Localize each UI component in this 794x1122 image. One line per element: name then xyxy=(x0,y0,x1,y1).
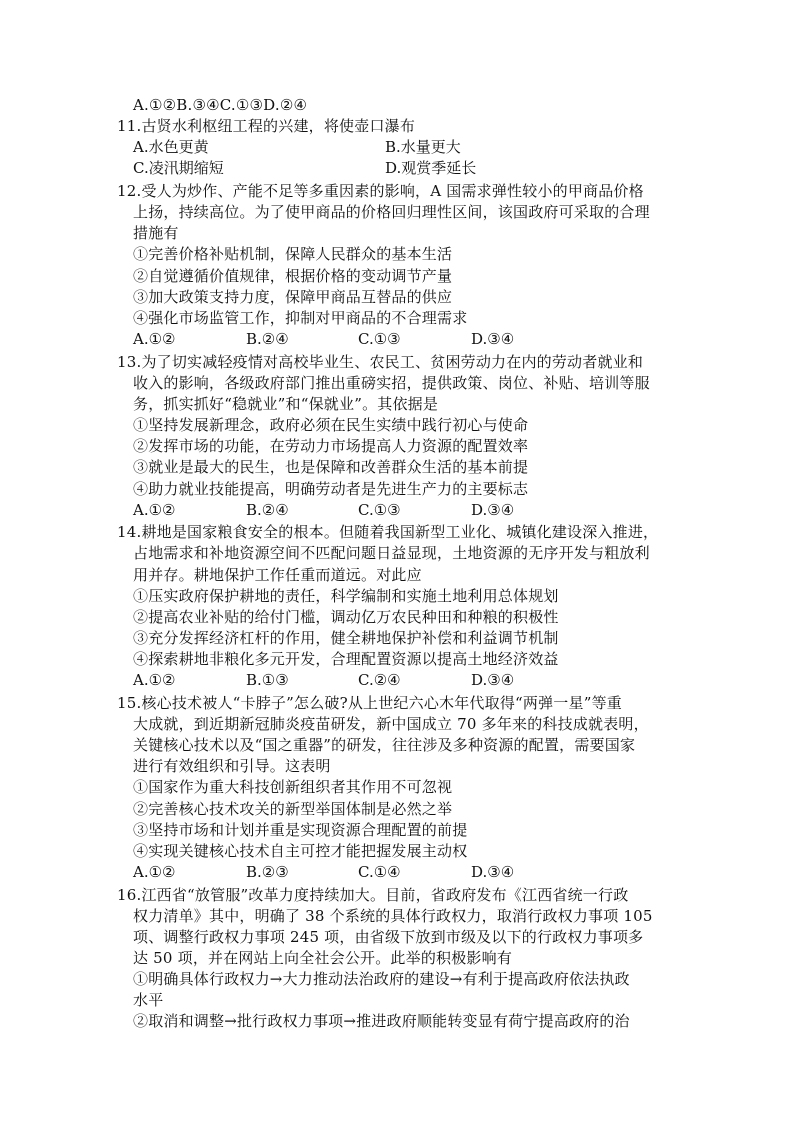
question-stem-line: 措施有 xyxy=(133,224,179,243)
answer-option: C.①③ xyxy=(358,330,401,349)
answer-option: B.水量更大 xyxy=(385,138,461,157)
statement-item: ①国家作为重大科技创新组织者其作用不可忽视 xyxy=(133,778,453,797)
question-stem: 14.耕地是国家粮食安全的根本。但随着我国新型工业化、城镇化建设深入推进， xyxy=(117,523,659,542)
statement-item: ②取消和调整→批行政权力事项→推进政府顺能转变显有荷宁提高政府的治 xyxy=(133,1012,630,1031)
answer-option: D.观赏季延长 xyxy=(385,159,477,178)
statement-item: ④探索耕地非粮化多元开发，合理配置资源以提高土地经济效益 xyxy=(133,650,559,669)
question-stem: 16.江西省“放管服”改革力度持续加大。目前，省政府发布《江西省统一行政 xyxy=(117,885,629,904)
answer-option: D.③④ xyxy=(471,863,515,881)
statement-item: ③加大政策支持力度，保障甲商品互替品的供应 xyxy=(133,287,453,306)
question-stem: 13.为了切实减轻疫情对高校毕业生、农民工、贫困劳动力在内的劳动者就业和 xyxy=(117,352,644,371)
question-stem-line: 占地需求和补地资源空间不匹配问题日益显现，土地资源的无序开发与粗放利 xyxy=(133,544,650,563)
question-stem-line: 大成就，到近期新冠肺炎疫苗研发，新中国成立 70 多年来的科技成就表明， xyxy=(133,714,649,733)
statement-item: ①完善价格补贴机制，保障人民群众的基本生活 xyxy=(133,245,453,264)
answer-option: B.②④ xyxy=(246,330,289,349)
answer-option: D.③④ xyxy=(471,671,515,690)
statement-item: ③坚持市场和计划并重是实现资源合理配置的前提 xyxy=(133,820,468,839)
answer-option: C.①④ xyxy=(358,863,401,881)
statement-item: ③充分发挥经济杠杆的作用，健全耕地保护补偿和利益调节机制 xyxy=(133,628,559,647)
answer-option: C.①③ xyxy=(358,500,401,519)
answer-option: C.凌汛期缩短 xyxy=(133,159,224,178)
answer-option: D.③④ xyxy=(471,330,515,349)
answer-option: B.②③ xyxy=(246,863,289,881)
answer-option: A.①② xyxy=(133,863,176,881)
question-stem-line: 关键核心技术以及“国之重器”的研发，往往涉及多种资源的配置，需要国家 xyxy=(133,736,636,755)
statement-item: ③就业是最大的民生，也是保障和改善群众生活的基本前提 xyxy=(133,458,529,477)
statement-item: ②发挥市场的功能，在劳动力市场提高人力资源的配置效率 xyxy=(133,437,529,456)
statement-item: ①压实政府保护耕地的责任，科学编制和实施土地利用总体规划 xyxy=(133,586,559,605)
question-stem-line: 用并存。耕地保护工作任重而道远。对此应 xyxy=(133,565,422,584)
question-stem-line: 务，抓实抓好“稳就业”和“保就业”。其依据是 xyxy=(133,394,439,413)
statement-item: ④实现关键核心技术自主可控才能把握发展主动权 xyxy=(133,841,468,860)
statement-item: ①坚持发展新理念，政府必须在民生实绩中践行初心与使命 xyxy=(133,416,529,435)
answer-option: D.③④ xyxy=(471,500,515,519)
question-stem-line: 权力清单》其中，明确了 38 个系统的具体行政权力，取消行政权力事项 105 xyxy=(133,906,653,925)
answer-option: A.①② xyxy=(133,671,176,690)
answer-option: B.②④ xyxy=(246,500,289,519)
question-stem-line: 上扬，持续高位。为了使甲商品的价格回归理性区间，该国政府可采取的合理 xyxy=(133,203,650,222)
question-stem: 12.受人为炒作、产能不足等多重因素的影响，A 国需求弹性较小的甲商品价格 xyxy=(117,182,644,200)
statement-item: ①明确具体行政权力→大力推动法治政府的建设→有利于提高政府依法执政 xyxy=(133,970,630,989)
question-stem-line: 收入的影响，各级政府部门推出重磅实招，提供政策、岗位、补贴、培训等服 xyxy=(133,373,650,392)
answer-option: A.①② xyxy=(133,500,176,519)
carry-over-options: A.①②B.③④C.①③D.②④ xyxy=(133,96,308,114)
answer-option: B.①③ xyxy=(246,671,289,690)
statement-item: ②完善核心技术攻关的新型举国体制是必然之举 xyxy=(133,799,453,818)
question-stem-line: 项、调整行政权力事项 245 项，由省级下放到市级及以下的行政权力事项多 xyxy=(133,927,644,946)
question-stem: 15.核心技术被人“卡脖子”怎么破?从上世纪六心木年代取得“两弹一星”等重 xyxy=(117,693,622,712)
question-stem-line: 达 50 项，并在网站上向全社会公开。此举的积极影响有 xyxy=(133,949,513,967)
question-stem-line: 水平 xyxy=(133,991,164,1010)
answer-option: A.①② xyxy=(133,330,176,349)
answer-option: A.水色更黄 xyxy=(133,138,209,157)
answer-option: C.②④ xyxy=(358,671,401,690)
statement-item: ④强化市场监管工作，抑制对甲商品的不合理需求 xyxy=(133,308,468,327)
question-stem: 11.古贤水利枢纽工程的兴建，将使壶口瀑布 xyxy=(117,117,416,136)
statement-item: ②提高农业补贴的给付门槛，调动亿万农民种田和种粮的积极性 xyxy=(133,607,559,626)
statement-item: ④助力就业技能提高，明确劳动者是先进生产力的主要标志 xyxy=(133,479,529,498)
question-stem-line: 进行有效组织和引导。这表明 xyxy=(133,757,331,776)
statement-item: ②自觉遵循价值规律，根据价格的变动调节产量 xyxy=(133,266,453,285)
